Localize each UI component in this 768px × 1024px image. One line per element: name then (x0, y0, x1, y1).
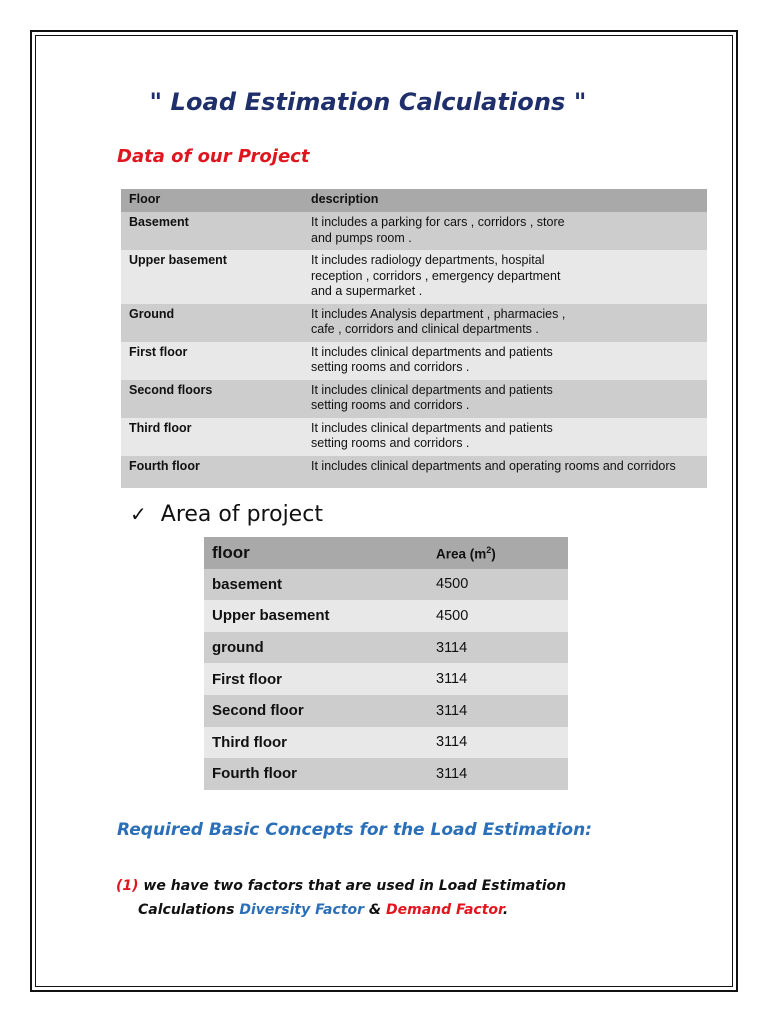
floor-cell: First floor (121, 342, 303, 380)
page-title: " Load Estimation Calculations " (149, 88, 587, 116)
table-row (204, 569, 568, 601)
area-cell: 3114 (428, 727, 568, 759)
table-row (204, 632, 568, 664)
floor-cell: Second floors (121, 380, 303, 418)
concepts-heading: Required Basic Concepts for the Load Estimation: (117, 820, 592, 840)
floor-cell: Upper basement (204, 600, 428, 632)
description-cell: It includes clinical departments and operating rooms and corridors (303, 456, 707, 489)
description-cell: It includes a parking for cars , corridors , store and pumps room . (303, 212, 707, 250)
description-cell: It includes clinical departments and patients setting rooms and corridors . (303, 418, 707, 456)
table-row (121, 456, 707, 489)
area-cell: 3114 (428, 663, 568, 695)
description-table (121, 189, 707, 488)
area-cell: 3114 (428, 632, 568, 664)
table-row (204, 663, 568, 695)
area-cell: 3114 (428, 695, 568, 727)
table-row (204, 727, 568, 759)
table-row (121, 250, 707, 304)
description-cell: It includes clinical departments and patients setting rooms and corridors . (303, 380, 707, 418)
data-heading: Data of our Project (117, 146, 310, 167)
floor-cell: Fourth floor (121, 456, 303, 489)
description-cell: It includes Analysis department , pharmacies , cafe , corridors and clinical departments . (303, 304, 707, 342)
table-row (204, 695, 568, 727)
header-description: description (303, 189, 707, 212)
table-row (121, 212, 707, 250)
diversity-factor-term: Diversity Factor (239, 902, 365, 918)
area-cell: 3114 (428, 758, 568, 790)
table-row (121, 304, 707, 342)
floor-cell: Ground (121, 304, 303, 342)
floor-cell: Third floor (204, 727, 428, 759)
area-cell: 4500 (428, 569, 568, 601)
floor-cell: First floor (204, 663, 428, 695)
floor-cell: Fourth floor (204, 758, 428, 790)
floor-cell: Third floor (121, 418, 303, 456)
area-table (204, 537, 568, 790)
description-cell: It includes clinical departments and patients setting rooms and corridors . (303, 342, 707, 380)
header-floor: Floor (121, 189, 303, 212)
floor-cell: Second floor (204, 695, 428, 727)
paragraph-line1: we have two factors that are used in Load Estimation (138, 878, 567, 894)
item-number: (1) (116, 878, 139, 894)
area-heading-text: Area of project (160, 502, 323, 527)
area-cell: 4500 (428, 600, 568, 632)
table-row (121, 418, 707, 456)
area-heading (130, 502, 323, 527)
floor-cell: Basement (121, 212, 303, 250)
demand-factor-term: Demand Factor (385, 902, 503, 918)
header-area: Area $(m^2)$ (428, 537, 568, 569)
floor-cell: Upper basement (121, 250, 303, 304)
table-row (204, 600, 568, 632)
table-header-row (121, 189, 707, 212)
table-row (121, 342, 707, 380)
floor-cell: basement (204, 569, 428, 601)
checkmark-icon: ✓ (130, 502, 147, 526)
header-floor: floor (204, 537, 428, 569)
floor-cell: ground (204, 632, 428, 664)
table-header-row (204, 537, 568, 569)
table-row (121, 380, 707, 418)
description-cell: It includes radiology departments, hospital reception , corridors , emergency department and a supermarket . (303, 250, 707, 304)
paragraph-line2: Calculations Diversity Factor & Demand Factor. (138, 902, 509, 918)
table-row (204, 758, 568, 790)
factors-paragraph (116, 874, 676, 922)
